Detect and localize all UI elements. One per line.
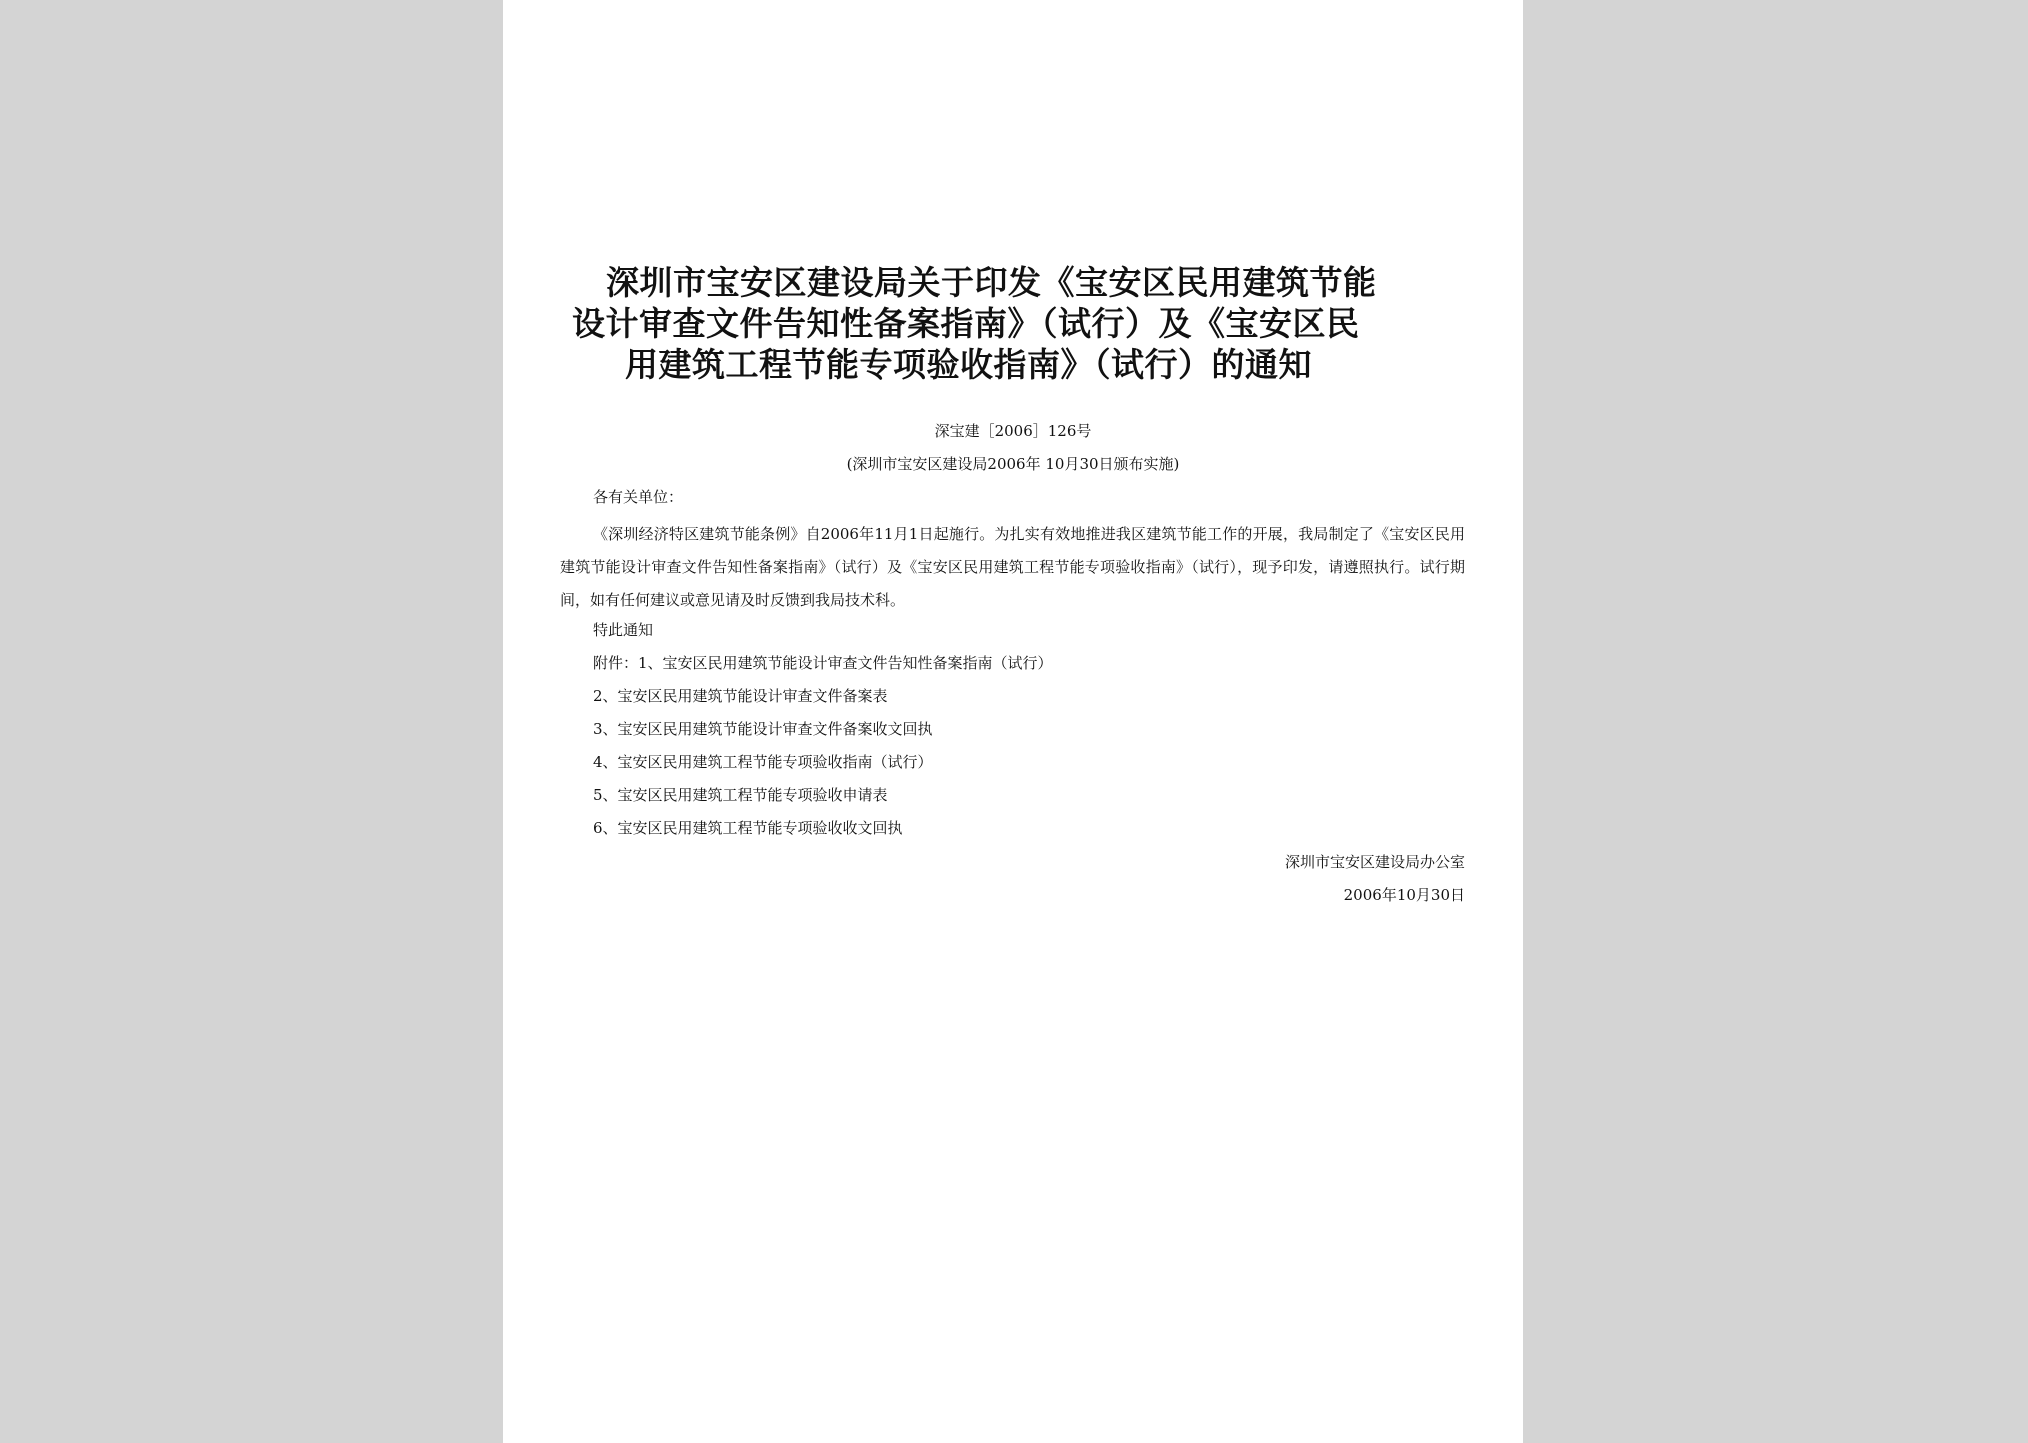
document-title bbox=[503, 262, 1523, 385]
body-paragraph: 《深圳经济特区建筑节能条例》自2006年11月1日起施行。为扎实有效地推进我区建筑节能工作的开展，我局制定了《宝安区民用建筑节能设计审查文件告知性备案指南》（试行）及《宝安区民用建筑工程节能专项验收指南》（试行），现予印发，请遵照执行。试行期间，如有任何建议或意见请及时反馈到我局技术科。 bbox=[560, 525, 1465, 609]
signature-date: 2006年10月30日 bbox=[1343, 886, 1465, 904]
notice-text: 特此通知 bbox=[593, 621, 654, 639]
document-page bbox=[503, 0, 1523, 1443]
attachment-item: 5、宝安区民用建筑工程节能专项验收申请表 bbox=[593, 786, 888, 804]
attachment-item: 2、宝安区民用建筑节能设计审查文件备案表 bbox=[593, 687, 888, 705]
document-number: 深宝建［2006］126号 bbox=[934, 422, 1092, 440]
issued-note: (深圳市宝安区建设局2006年 10月30日颁布实施) bbox=[846, 455, 1180, 473]
title-line-3: 用建筑工程节能专项验收指南》（试行）的通知 bbox=[625, 345, 1312, 384]
attachment-item: 4、宝安区民用建筑工程节能专项验收指南（试行） bbox=[593, 753, 933, 771]
title-line-2: 设计审查文件告知性备案指南》（试行）及《宝安区民 bbox=[572, 304, 1360, 343]
title-line-1: 深圳市宝安区建设局关于印发《宝安区民用建筑节能 bbox=[606, 263, 1377, 302]
signature: 深圳市宝安区建设局办公室 bbox=[1284, 853, 1465, 871]
salutation: 各有关单位： bbox=[593, 488, 684, 506]
attachment-item: 附件：1、宝安区民用建筑节能设计审查文件告知性备案指南（试行） bbox=[593, 654, 1053, 672]
attachment-item: 3、宝安区民用建筑节能设计审查文件备案收文回执 bbox=[593, 720, 933, 738]
attachment-item: 6、宝安区民用建筑工程节能专项验收收文回执 bbox=[593, 819, 903, 837]
